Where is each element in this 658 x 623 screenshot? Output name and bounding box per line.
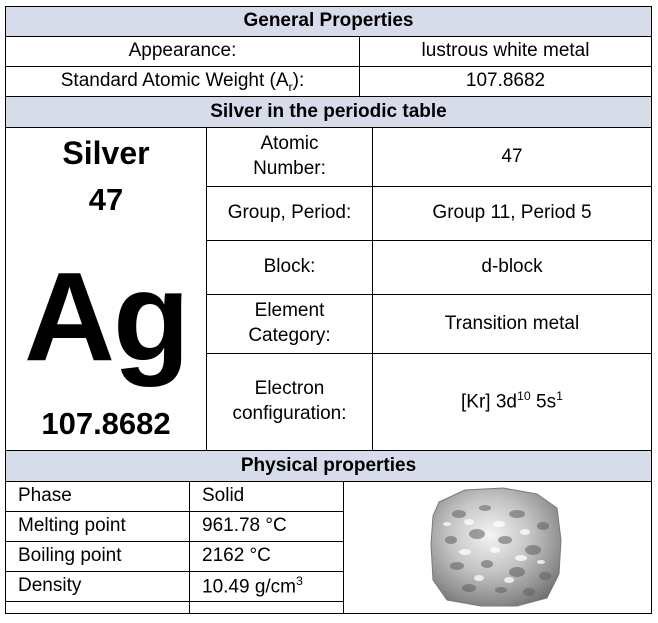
element-number: 47	[88, 181, 124, 217]
phase-label: Phase	[18, 485, 72, 507]
phase-value: Solid	[202, 485, 245, 507]
density-value: 10.49 $g/cm^3$	[202, 573, 303, 598]
atomic-weight-label-cell	[6, 67, 359, 96]
physical-properties-title: Physical properties	[240, 454, 417, 476]
electron-config-value-cell	[373, 354, 651, 450]
element-number-cell	[6, 183, 206, 217]
density-label-cell	[6, 572, 189, 601]
electron-config-label-cell	[207, 354, 372, 450]
atomic-number-label-line2: Number:	[253, 158, 326, 179]
element-weight: 107.8682	[41, 405, 171, 441]
boiling-point-value: 2162 °C	[202, 545, 271, 567]
density-label: Density	[18, 575, 82, 597]
element-category-value: Transition metal	[444, 312, 580, 334]
electron-config-label-line2: configuration:	[232, 403, 347, 424]
phase-value-cell	[190, 482, 343, 511]
atomic-weight-label: Standard Atomic Weight $(A_r)$:	[60, 69, 305, 94]
element-name: Silver	[62, 135, 150, 172]
block-label: Block:	[263, 256, 316, 278]
periodic-table-title: Silver in the periodic table	[210, 100, 447, 122]
atomic-number-label-line1: Atomic	[260, 133, 319, 155]
general-properties-title: General Properties	[243, 10, 414, 32]
boiling-point-value-cell	[190, 542, 343, 571]
atomic-number-label-cell	[207, 128, 372, 186]
phase-label-cell	[6, 482, 189, 511]
density-value-cell	[190, 572, 343, 601]
group-period-label: Group, Period:	[227, 202, 352, 224]
electron-config-value: [Kr] $3d^{10}$ $5s^1$	[461, 389, 563, 413]
element-category-label-line1: Element	[254, 300, 325, 322]
boiling-point-label-cell	[6, 542, 189, 571]
atomic-weight-value-cell	[360, 67, 651, 96]
element-category-label-line2: Category:	[248, 325, 331, 346]
melting-point-label: Melting point	[18, 515, 126, 537]
element-category-label-cell	[207, 295, 372, 353]
silver-sample-image	[425, 484, 565, 610]
element-category-value-cell	[373, 295, 651, 353]
atomic-number-value-cell	[373, 128, 651, 186]
periodic-table-header	[6, 97, 651, 127]
element-symbol-cell	[6, 246, 206, 387]
group-period-label-cell	[207, 187, 372, 240]
block-label-cell	[207, 241, 372, 294]
element-weight-cell	[6, 404, 206, 444]
melting-point-value-cell	[190, 512, 343, 541]
appearance-value-cell	[360, 37, 651, 66]
group-period-value-cell	[373, 187, 651, 240]
atomic-weight-value: 107.8682	[465, 70, 546, 92]
appearance-label: Appearance:	[128, 40, 237, 62]
block-value: d-block	[481, 256, 543, 278]
appearance-label-cell	[6, 37, 359, 66]
element-symbol: Ag	[24, 246, 188, 387]
appearance-value: lustrous white metal	[421, 40, 590, 62]
electron-config-label-line1: Electron	[254, 378, 325, 400]
boiling-point-label: Boiling point	[18, 545, 122, 567]
element-name-cell	[6, 135, 206, 172]
block-value-cell	[373, 241, 651, 294]
physical-properties-header	[6, 451, 651, 481]
group-period-value: Group 11, Period 5	[432, 202, 592, 224]
melting-point-label-cell	[6, 512, 189, 541]
melting-point-value: 961.78 °C	[202, 515, 287, 537]
atomic-number-value: 47	[501, 145, 523, 167]
general-properties-header	[6, 7, 651, 36]
